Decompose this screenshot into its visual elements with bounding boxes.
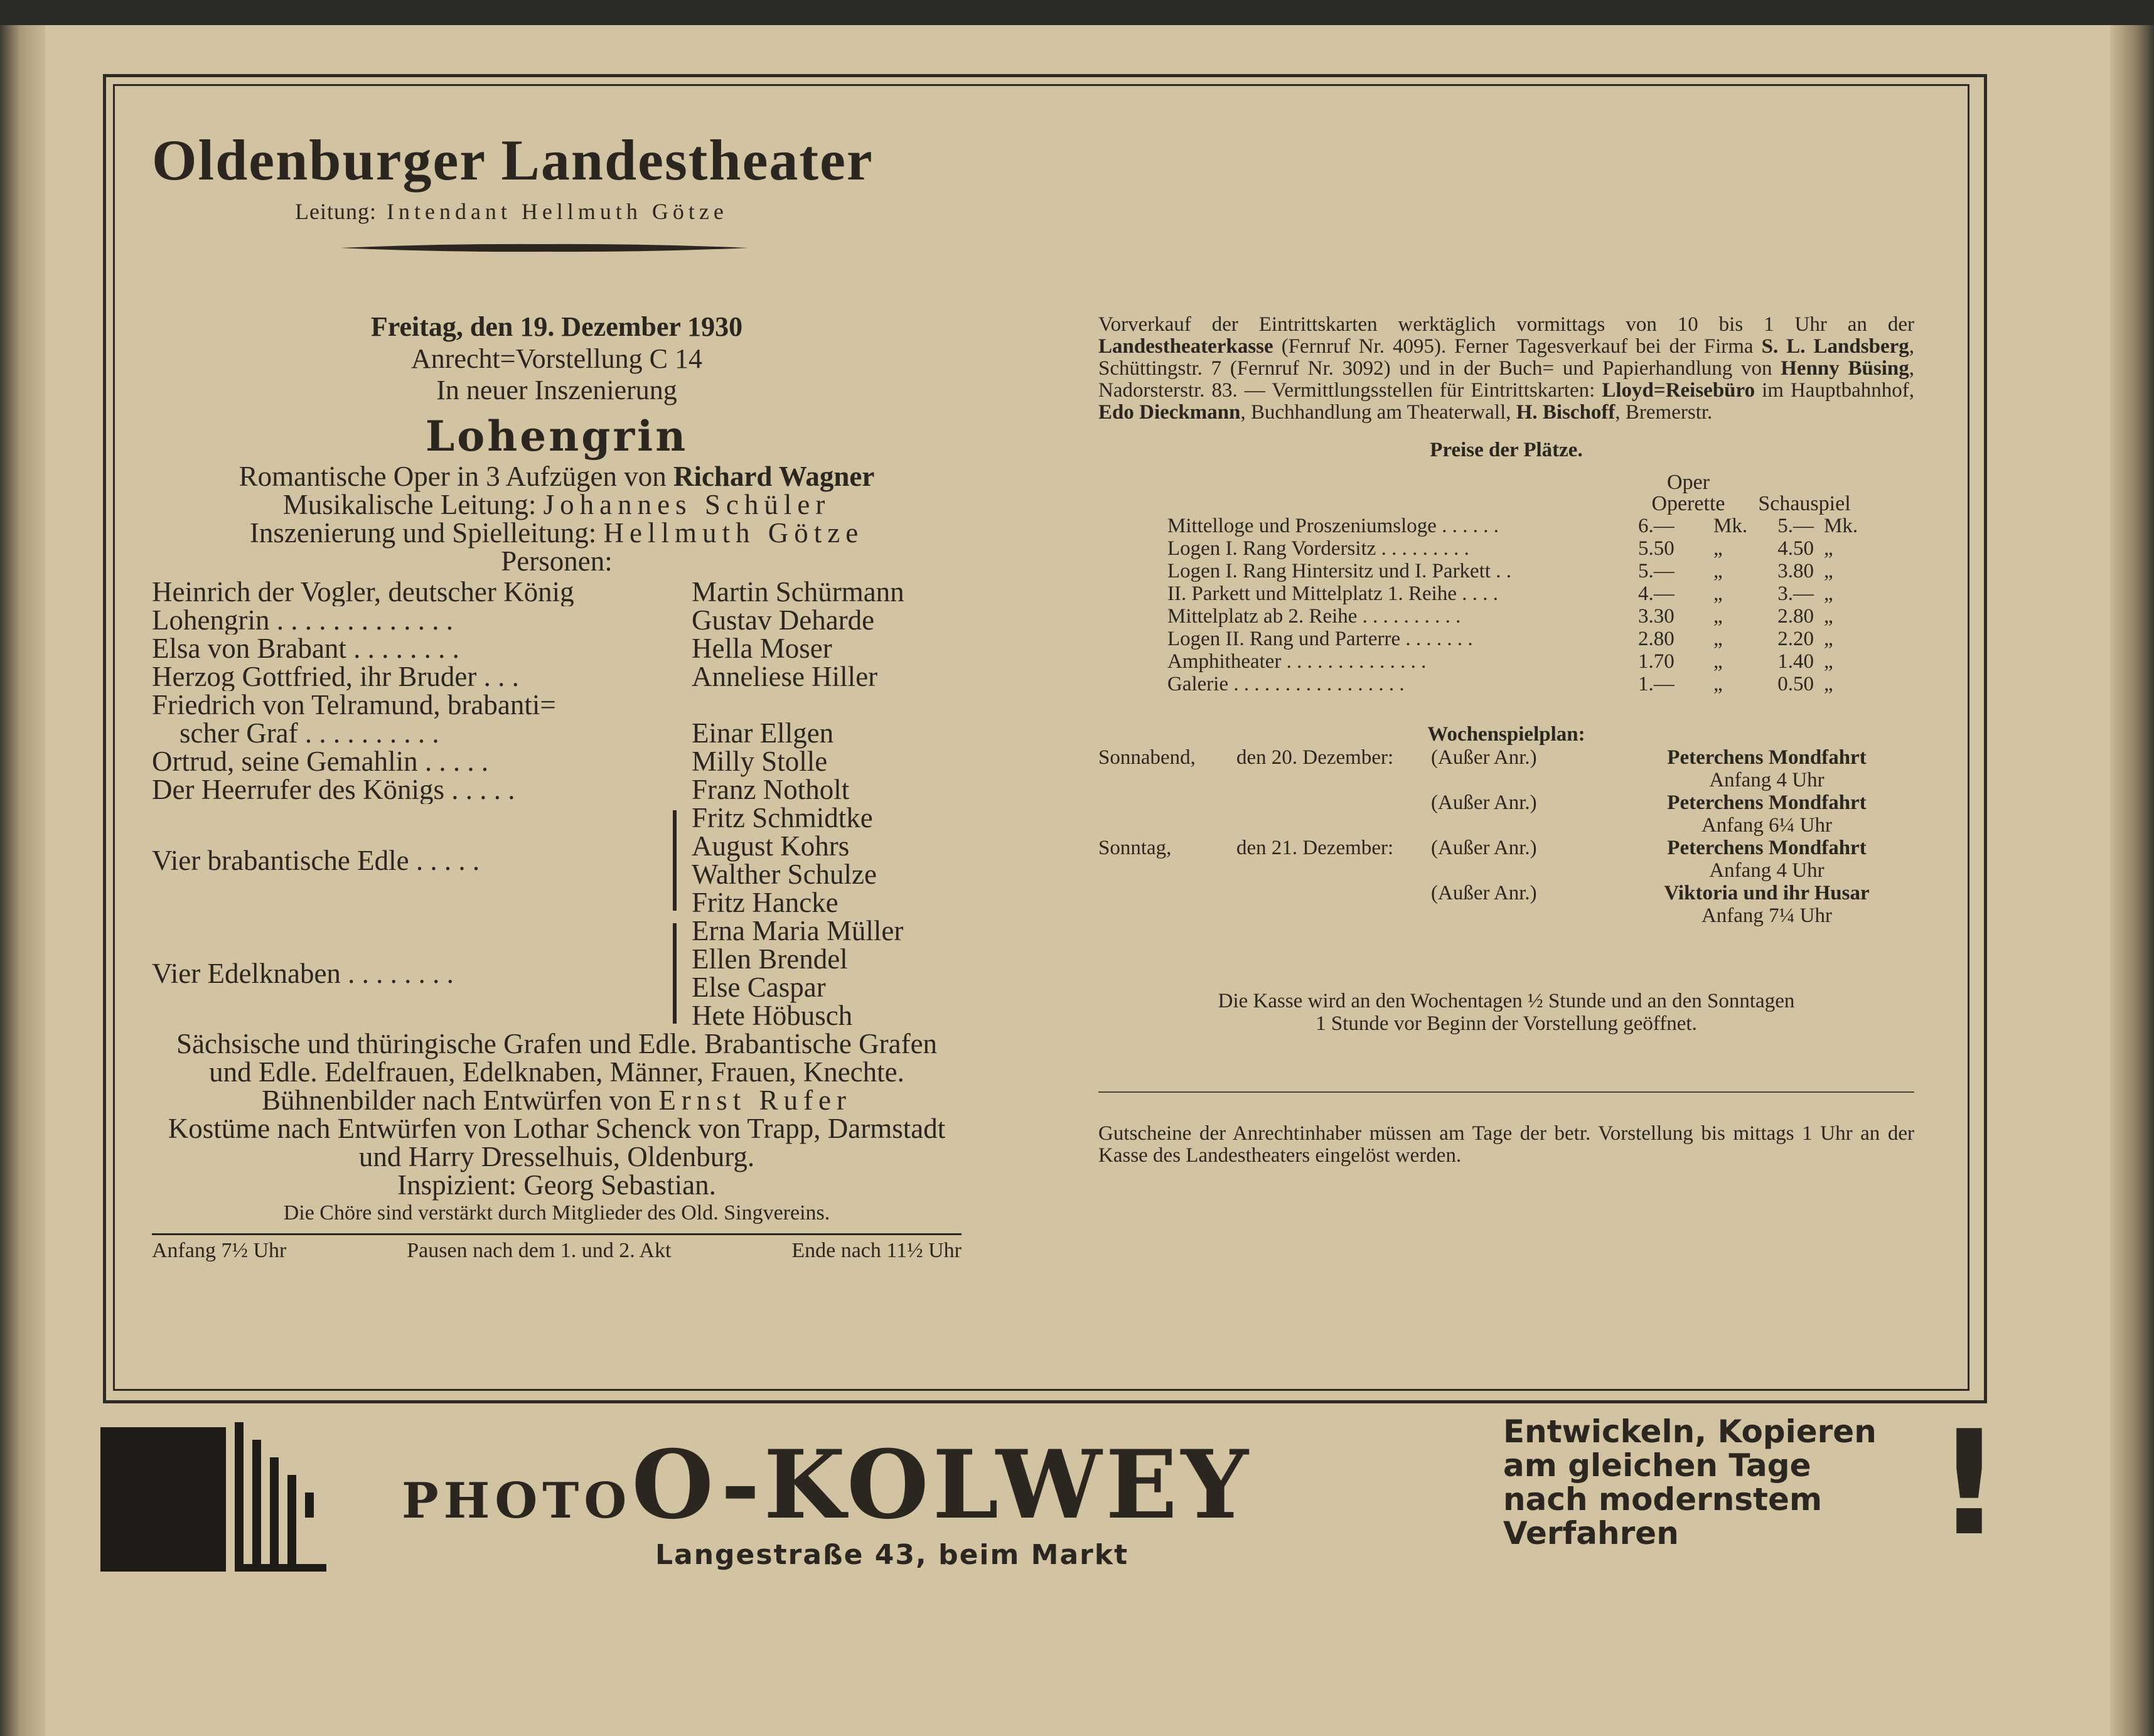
cast-actor: Gustav Deharde <box>692 604 875 636</box>
price-oper: 4.— <box>1638 582 1674 605</box>
opera-subtitle <box>152 463 962 491</box>
slogan-line: Verfahren <box>1503 1515 1679 1551</box>
cast-actor: Fritz Schmidtke <box>692 802 873 833</box>
cast-row <box>152 747 962 776</box>
cast-role: Friedrich von Telramund, brabanti= <box>152 691 556 719</box>
plan-day: Sonntag, <box>1098 837 1172 859</box>
cast-group <box>152 917 962 1030</box>
cast-actor: Martin Schürmann <box>692 576 904 608</box>
seat-category: Galerie . . . . . . . . . . . . . . . . . <box>1167 673 1405 695</box>
presale-text: , Buchhandlung am Theaterwall, <box>1240 401 1516 424</box>
start-time: Anfang 7½ Uhr <box>152 1239 287 1262</box>
plan-date: den 20. Dezember: <box>1236 746 1394 769</box>
theater-direction <box>295 198 962 225</box>
cast-role: Herzog Gottfried, ihr Bruder . . . <box>152 663 519 691</box>
cast-group-actors <box>692 804 877 917</box>
price-schauspiel: 3.— <box>1777 582 1814 605</box>
cast-actor <box>692 691 962 719</box>
price-row <box>1167 605 1914 628</box>
price-unit: „ <box>1824 628 1833 650</box>
theater-title: Oldenburger Landestheater <box>152 128 874 192</box>
show-title: Peterchens Mondfahrt <box>1667 746 1867 769</box>
presale-venue: Landestheaterkasse <box>1098 335 1273 358</box>
price-schauspiel: 5.— <box>1777 515 1814 537</box>
cast-group-role: Vier Edelknaben . . . . . . . . <box>152 959 454 988</box>
price-schauspiel: 2.20 <box>1777 628 1814 650</box>
cast-role: Ortrud, seine Gemahlin . . . . . <box>152 747 489 776</box>
show-title: Peterchens Mondfahrt <box>1667 791 1867 814</box>
seat-category: Logen I. Rang Hintersitz und I. Parkett . . <box>1167 560 1512 582</box>
ad-address: Langestraße 43, beim Markt <box>655 1539 1129 1571</box>
cast-actor: Milly Stolle <box>692 746 828 777</box>
brand-kolwey: O-KOLWEY <box>631 1430 1252 1540</box>
exclamation-mark: ! <box>1936 1400 2002 1568</box>
staging-line: In neuer Inszenierung <box>436 375 677 405</box>
composer-name: Richard Wagner <box>673 461 875 492</box>
price-unit: „ <box>1713 628 1723 650</box>
show-time: Anfang 4 Uhr <box>1709 859 1824 882</box>
musical-direction-label: Musikalische Leitung: <box>282 489 544 520</box>
stage-director: Hellmuth Götze <box>603 517 864 549</box>
price-unit: „ <box>1824 650 1833 673</box>
price-row <box>1167 560 1914 582</box>
costume-credit: Kostüme nach Entwürfen von Lothar Schenck von Trapp, Darmstadt und Harry Dresselhuis, Oldenburg. <box>168 1113 946 1172</box>
plan-day <box>1098 791 1236 837</box>
show-title: Viktoria und ihr Husar <box>1664 882 1870 904</box>
price-unit: „ <box>1824 673 1833 695</box>
price-unit: Mk. <box>1713 515 1748 537</box>
price-unit: „ <box>1713 673 1723 695</box>
subscription-line: Anrecht=Vorstellung C 14 <box>411 343 702 374</box>
price-unit: „ <box>1713 650 1723 673</box>
prices-heading: Preise der Plätze. <box>1430 439 1583 461</box>
presale-text: (Fernruf Nr. 4095). Ferner Tagesverkauf bei der Firma <box>1273 335 1762 358</box>
weekplan-row <box>1098 791 1914 837</box>
plan-show <box>1619 746 1914 791</box>
footer-rule <box>152 1233 962 1235</box>
cast-row <box>152 606 962 635</box>
price-table <box>1167 515 1914 695</box>
kolwey-logo-icon <box>100 1422 326 1572</box>
box-office-hours <box>1098 990 1914 1035</box>
ad-brand <box>402 1430 1252 1551</box>
slogan-line: am gleichen Tage <box>1503 1447 1811 1484</box>
show-time: Anfang 4 Uhr <box>1709 769 1824 791</box>
cast-actor: Franz Notholt <box>692 774 850 805</box>
plan-date <box>1236 882 1431 927</box>
plan-note: (Außer Anr.) <box>1431 837 1537 859</box>
price-schauspiel: 0.50 <box>1777 673 1814 695</box>
price-schauspiel: 1.40 <box>1777 650 1814 673</box>
cast-actor: August Kohrs <box>692 830 850 862</box>
cast-row <box>152 691 962 719</box>
cast-actor: Else Caspar <box>692 972 826 1003</box>
intermissions: Pausen nach dem 1. und 2. Akt <box>407 1239 672 1262</box>
price-oper: 6.— <box>1638 515 1674 537</box>
seat-category: Logen II. Rang und Parterre . . . . . . . <box>1167 628 1473 650</box>
show-time: Anfang 6¼ Uhr <box>1701 814 1833 837</box>
price-row <box>1167 537 1914 560</box>
cast-role: Der Heerrufer des Königs . . . . . <box>152 776 515 804</box>
seat-category: Mittelplatz ab 2. Reihe . . . . . . . . . . <box>1167 605 1461 628</box>
plan-show <box>1619 791 1914 837</box>
seat-category: II. Parkett und Mittelplatz 1. Reihe . . . . <box>1167 582 1498 605</box>
presale-venue: Edo Dieckmann <box>1098 401 1241 424</box>
seat-category: Amphitheater . . . . . . . . . . . . . . <box>1167 650 1427 673</box>
playbill-left-column <box>152 126 962 1263</box>
cast-row <box>152 776 962 804</box>
photo-kolwey-ad <box>100 1391 2002 1579</box>
presale-venue: Henny Büsing <box>1781 357 1909 380</box>
price-oper: 1.— <box>1638 673 1674 695</box>
col-schauspiel: Schauspiel <box>1758 492 1851 515</box>
cast-row <box>152 635 962 663</box>
plan-note: (Außer Anr.) <box>1431 746 1537 769</box>
subtitle-prefix: Romantische Oper in 3 Aufzügen von <box>238 461 673 492</box>
cast-row <box>152 663 962 691</box>
musical-direction <box>152 491 962 519</box>
price-row <box>1167 628 1914 650</box>
seat-category: Logen I. Rang Vordersitz . . . . . . . . . <box>1167 537 1469 560</box>
decorative-swash <box>340 244 748 252</box>
presale-text: , Schüttingstr. 7 (Fernruf Nr. 3092) und in der Buch= und Papierhandlung von <box>1098 335 1915 380</box>
box-office-line: Die Kasse wird an den Wochentagen ½ Stunde und an den Sonntagen <box>1218 990 1795 1012</box>
group-bracket <box>673 810 677 911</box>
set-design-credit <box>152 1086 962 1115</box>
price-schauspiel: 2.80 <box>1777 605 1814 628</box>
col-operette: Operette <box>1651 492 1725 515</box>
price-unit: „ <box>1713 582 1723 605</box>
set-design-label: Bühnenbilder nach Entwürfen von <box>261 1085 659 1116</box>
cast-actor: Fritz Hancke <box>692 887 839 918</box>
presale-text: , Nadorsterstr. 83. — Vermittlungsstellen für Eintrittskarten: <box>1098 357 1915 402</box>
cast-actor: Hete Höbusch <box>692 1000 853 1031</box>
presale-text: Vorverkauf der Eintrittskarten werktäglich vormittags von 10 bis 1 Uhr an der <box>1098 313 1914 336</box>
cast-actor: Anneliese Hiller <box>692 661 878 692</box>
price-oper: 5.50 <box>1638 537 1674 560</box>
cast-actor: Einar Ellgen <box>692 717 834 749</box>
brand-photo: PHOTO <box>402 1472 632 1530</box>
cast-role: Heinrich der Vogler, deutscher König <box>152 578 574 606</box>
opera-title: Lohengrin <box>425 412 689 461</box>
price-unit: „ <box>1713 605 1723 628</box>
plan-show <box>1619 837 1914 882</box>
inspizient-credit: Inspizient: Georg Sebastian. <box>397 1169 716 1201</box>
presale-venue: S. L. Landsberg <box>1761 335 1909 358</box>
price-unit: Mk. <box>1824 515 1858 537</box>
cast-actor: Walther Schulze <box>692 859 877 890</box>
price-unit: „ <box>1713 537 1723 560</box>
price-unit: „ <box>1824 605 1833 628</box>
page-edge <box>2110 25 2154 1736</box>
direction-label: Leitung: <box>295 199 377 224</box>
cast-actor: Ellen Brendel <box>692 943 848 975</box>
price-unit: „ <box>1824 560 1833 582</box>
price-unit: „ <box>1824 582 1833 605</box>
weekplan-row <box>1098 746 1914 791</box>
price-oper: 5.— <box>1638 560 1674 582</box>
performance-times <box>152 1239 962 1263</box>
slogan-line: Entwickeln, Kopieren <box>1503 1413 1877 1450</box>
book-spine <box>0 25 45 1736</box>
section-divider <box>1098 1091 1914 1093</box>
show-title: Peterchens Mondfahrt <box>1667 837 1867 859</box>
presale-text: , Bremerstr. <box>1615 401 1713 424</box>
weekplan-row <box>1098 882 1914 927</box>
weekplan-heading: Wochenspielplan: <box>1427 723 1585 746</box>
chorus-note: Die Chöre sind verstärkt durch Mitglieder des Old. Singvereins. <box>283 1201 830 1224</box>
plan-date: den 21. Dezember: <box>1236 837 1394 859</box>
cast-row <box>152 719 962 747</box>
plan-note: (Außer Anr.) <box>1431 882 1537 904</box>
direction-name: Intendant Hellmuth Götze <box>386 199 728 224</box>
cast-row <box>152 578 962 606</box>
plan-day <box>1098 882 1236 927</box>
plan-date <box>1236 791 1431 837</box>
plan-day: Sonnabend, <box>1098 746 1196 769</box>
plan-show <box>1619 882 1914 927</box>
presale-info <box>1098 314 1914 424</box>
price-column-headers <box>1098 471 1914 515</box>
presale-venue: H. Bischoff <box>1516 401 1616 424</box>
cast-actor: Hella Moser <box>692 633 832 664</box>
price-oper: 3.30 <box>1638 605 1674 628</box>
seat-category: Mittelloge und Proszeniumsloge . . . . . . <box>1167 515 1499 537</box>
price-oper: 2.80 <box>1638 628 1674 650</box>
price-row <box>1167 673 1914 695</box>
ad-slogan <box>1503 1415 1877 1550</box>
end-time: Ende nach 11½ Uhr <box>791 1239 962 1262</box>
price-unit: „ <box>1713 560 1723 582</box>
weekplan-list <box>1098 746 1914 927</box>
musical-director: Johannes Schüler <box>543 489 831 520</box>
price-row <box>1167 515 1914 537</box>
cast-role: scher Graf . . . . . . . . . . <box>180 719 439 747</box>
cast-list <box>152 578 962 1030</box>
stage-direction-label: Inszenierung und Spielleitung: <box>249 517 604 549</box>
cast-role: Lohengrin . . . . . . . . . . . . . <box>152 606 453 635</box>
price-row <box>1167 650 1914 673</box>
ensemble-note: Sächsische und thüringische Grafen und Edle. Brabantische Grafen und Edle. Edelfrauen, Edelknaben, Männer, Frauen, Knechte. <box>176 1028 938 1088</box>
cast-group <box>152 804 962 917</box>
plan-note: (Außer Anr.) <box>1431 791 1537 814</box>
price-schauspiel: 4.50 <box>1777 537 1814 560</box>
presale-text: im Hauptbahnhof, <box>1755 379 1914 402</box>
col-oper: Oper <box>1667 471 1710 494</box>
slogan-line: nach modernstem <box>1503 1481 1823 1518</box>
persons-heading: Personen: <box>501 545 613 577</box>
price-oper: 1.70 <box>1638 650 1674 673</box>
weekplan-row <box>1098 837 1914 882</box>
performance-date: Freitag, den 19. Dezember 1930 <box>370 311 743 342</box>
cast-group-role: Vier brabantische Edle . . . . . <box>152 846 480 875</box>
stage-direction <box>152 519 962 547</box>
group-bracket <box>673 923 677 1024</box>
show-time: Anfang 7¼ Uhr <box>1701 904 1833 927</box>
price-row <box>1167 582 1914 605</box>
voucher-notice: Gutscheine der Anrechtinhaber müssen am Tage der betr. Vorstellung bis mittags 1 Uhr an der Kasse des Landestheaters eingelöst werden. <box>1098 1122 1914 1167</box>
cast-actor: Erna Maria Müller <box>692 915 904 946</box>
cast-group-actors <box>692 917 903 1030</box>
price-schauspiel: 3.80 <box>1777 560 1814 582</box>
cast-role: Elsa von Brabant . . . . . . . . <box>152 635 459 663</box>
box-office-line: 1 Stunde vor Beginn der Vorstellung geöffnet. <box>1315 1012 1697 1035</box>
set-designer: Ernst Rufer <box>658 1085 852 1116</box>
price-unit: „ <box>1824 537 1833 560</box>
presale-venue: Lloyd=Reisebüro <box>1602 379 1755 402</box>
playbill-right-column <box>1098 314 1914 1167</box>
